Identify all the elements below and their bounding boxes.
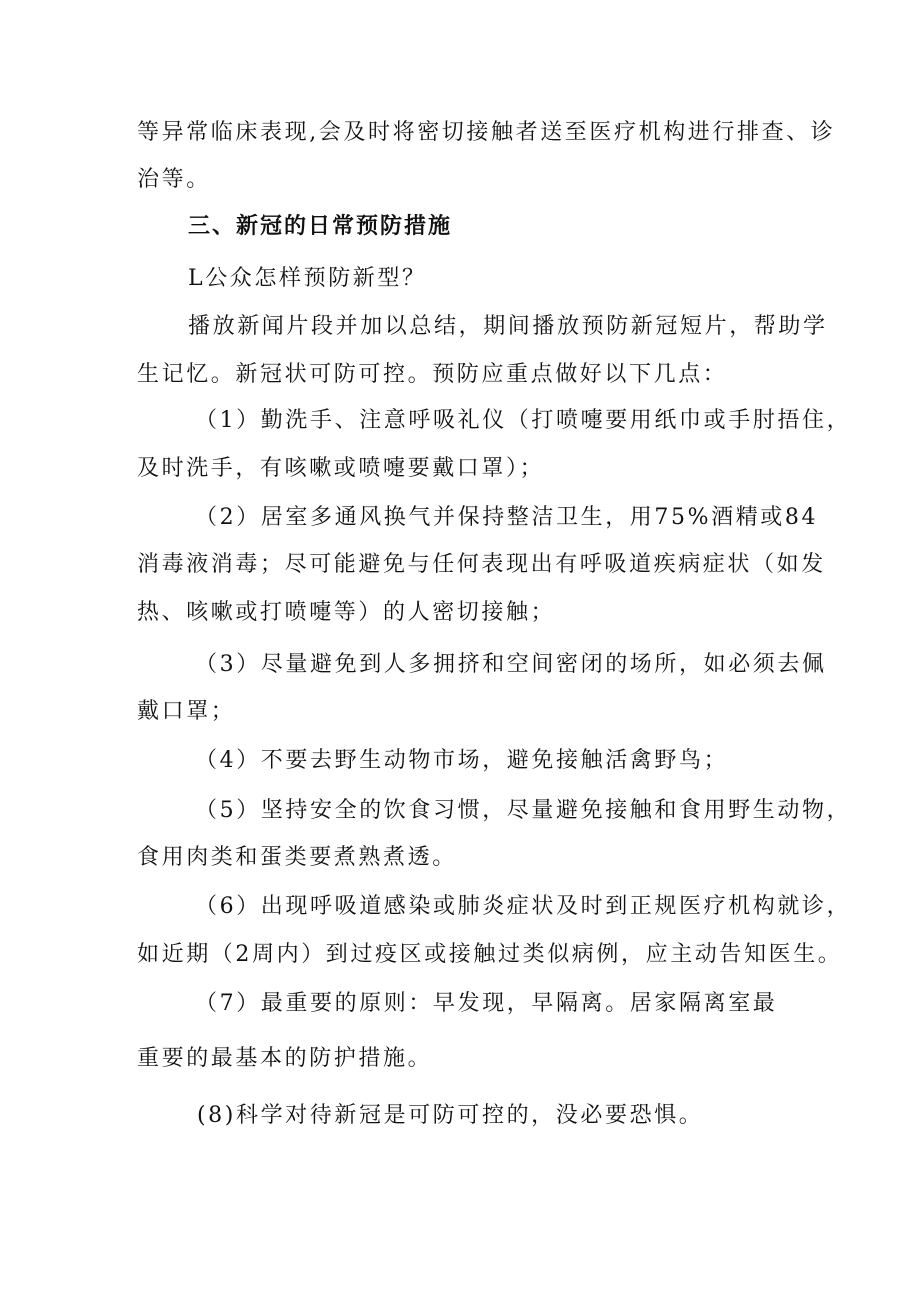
list-item-line: 如近期（2周内）到过疫区或接触过类似病例，应主动告知医生。 (137, 942, 843, 967)
body-text-line: 生记忆。新冠状可防可控。预防应重点做好以下几点： (137, 362, 728, 387)
body-text-line: 治等。 (137, 167, 211, 192)
list-item-line: 热、咳嗽或打喷嚏等）的人密切接触； (137, 600, 556, 625)
list-item-line: （1）勤洗手、注意呼吸礼仪（打喷嚏要用纸巾或手肘捂住， (195, 408, 852, 433)
list-item-line: （3）尽量避免到人多拥挤和空间密闭的场所，如必须去佩 (195, 652, 827, 677)
section-heading: 三、新冠的日常预防措施 (188, 214, 453, 239)
list-item-line: （6）出现呼吸道感染或肺炎症状及时到正规医疗机构就诊， (195, 894, 852, 919)
list-item-line: （2）居室多通风换气并保持整洁卫生，用75%酒精或84 (195, 505, 819, 530)
list-item-line: 重要的最基本的防护措施。 (137, 1046, 433, 1071)
list-item-line: （7）最重要的原则：早发现，早隔离。居家隔离室最 (195, 991, 778, 1016)
list-item-line: (8)科学对待新冠是可防可控的，没必要恐惧。 (197, 1103, 704, 1128)
body-text-line: 播放新闻片段并加以总结，期间播放预防新冠短片，帮助学 (188, 314, 828, 339)
list-item-line: 戴口罩； (137, 699, 236, 724)
list-item-line: （5）坚持安全的饮食习惯，尽量避免接触和食用野生动物， (195, 798, 852, 823)
list-item-line: 消毒液消毒；尽可能避免与任何表现出有呼吸道疾病症状（如发 (137, 552, 826, 577)
list-item-line: （4）不要去野生动物市场，避免接触活禽野鸟； (195, 748, 729, 773)
list-item-line: 食用肉类和蛋类要煮熟煮透。 (137, 845, 457, 870)
list-item-line: 及时洗手，有咳嗽或喷嚏要戴口罩）； (137, 456, 545, 481)
body-text-line: 等异常临床表现,会及时将密切接触者送至医疗机构进行排查、诊 (137, 120, 836, 145)
sub-heading: L公众怎样预防新型？ (188, 266, 427, 291)
